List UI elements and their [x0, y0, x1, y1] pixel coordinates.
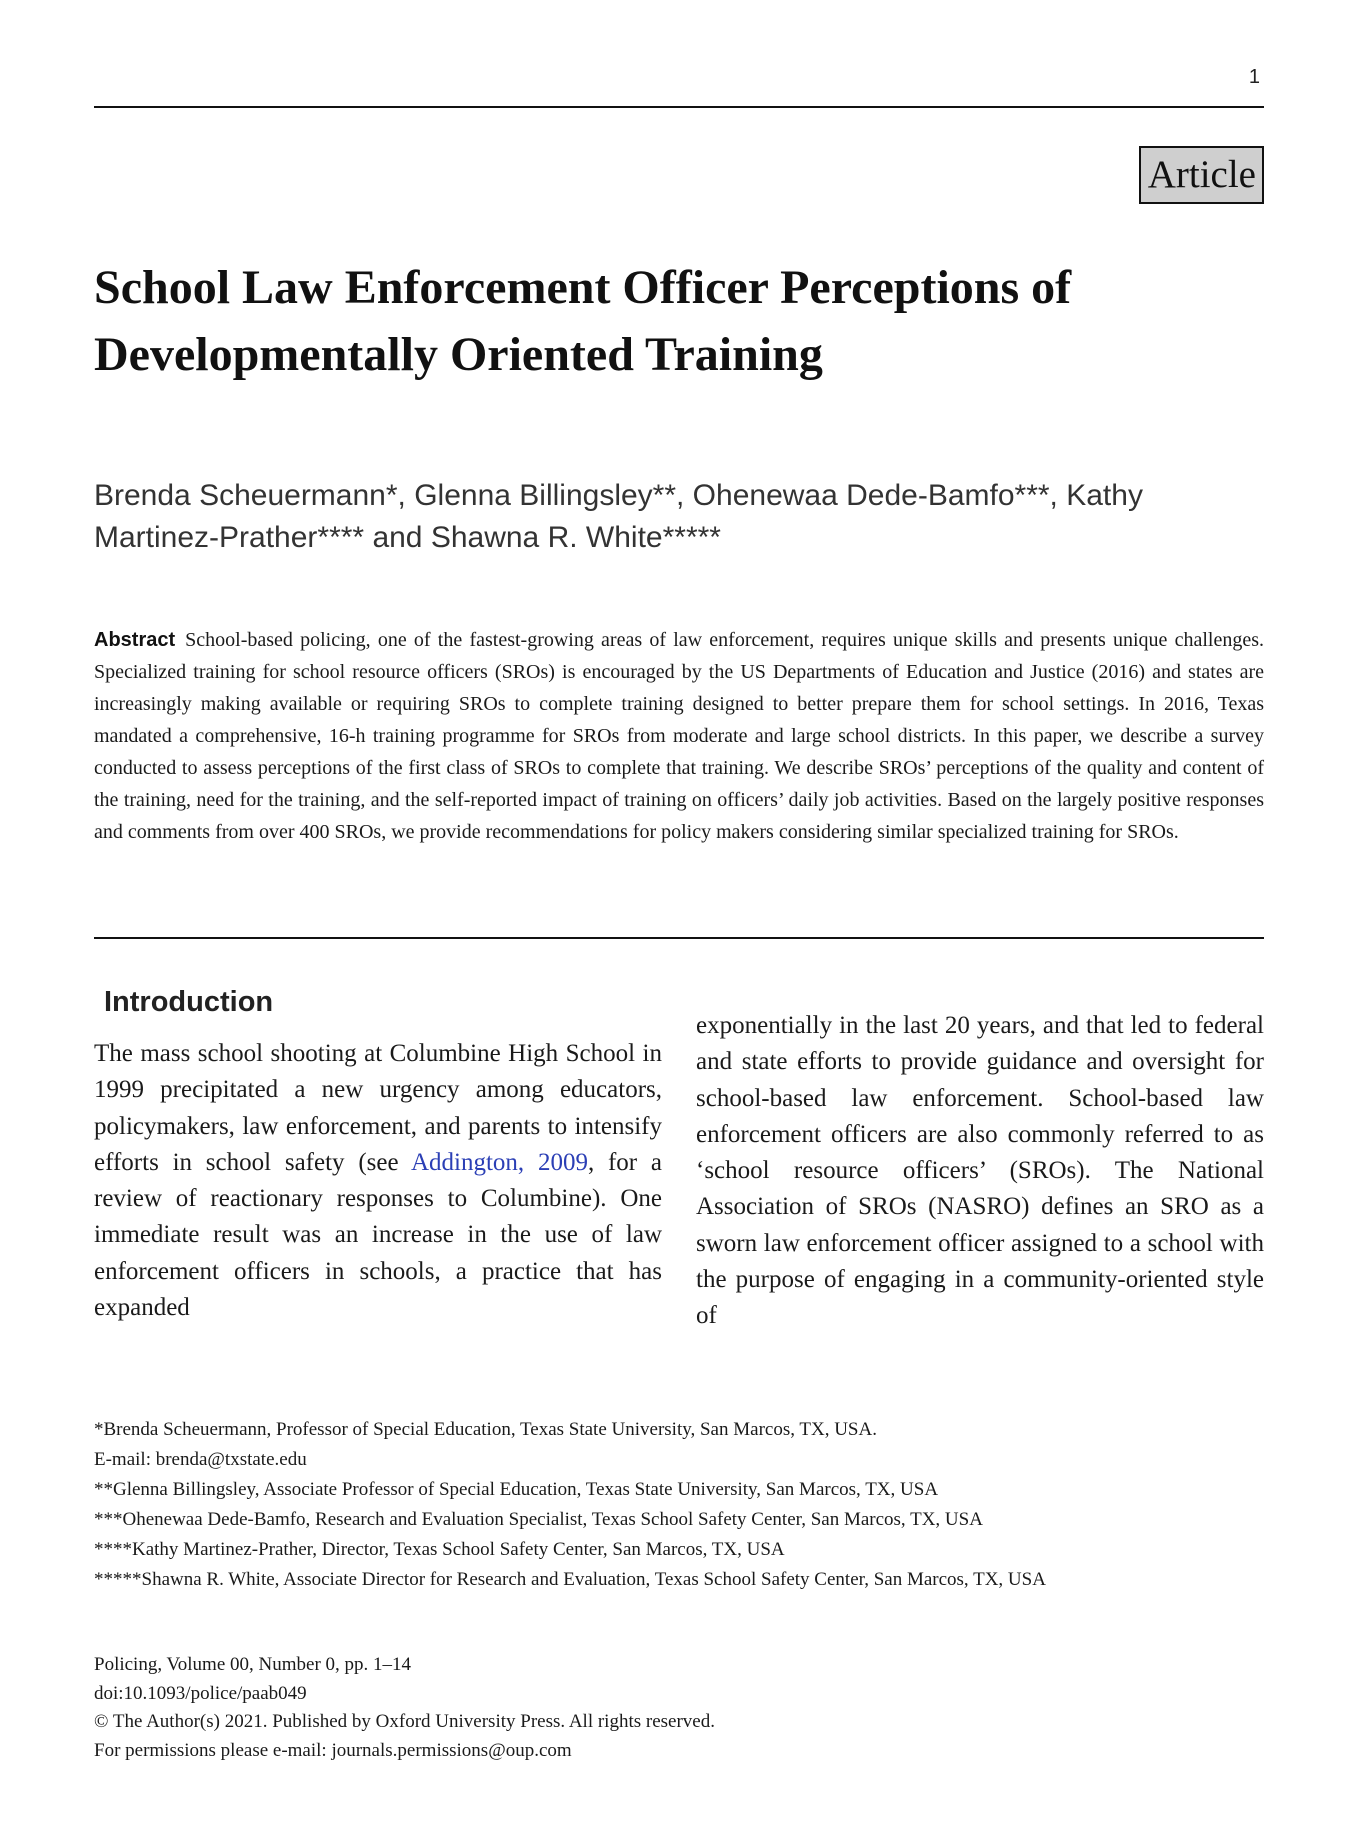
article-title: School Law Enforcement Officer Perceptions of Developmentally Oriented Training [94, 261, 1072, 381]
journal-citation: Policing, Volume 00, Number 0, pp. 1–14 [94, 1654, 412, 1675]
abstract [94, 624, 1264, 848]
citation-link-addington[interactable]: Addington, 2009 [410, 1148, 588, 1176]
intro-text-part-1: The mass school shooting at Columbine High School in 1999 precipitated a new urgency among educators, policymakers, law enforcement, and parents to intensify efforts in school safety (see [94, 1040, 662, 1176]
abstract-label: Abstract [94, 629, 176, 651]
doi: doi:10.1093/police/paab049 [94, 1682, 307, 1704]
introduction-right-column: exponentially in the last 20 years, and that led to federal and state efforts to provide guidance and oversight for school-based law enforcement. School-based law enforcement officers are also commonly referred to as ‘school resource officers’ (SROs). The National Association of SROs (NASRO) defines an SRO as a sworn law enforcement officer assigned to a school with the purpose of engaging in a community-oriented style of [696, 1012, 1264, 1330]
permissions-notice: For permissions please e-mail: journals.permissions@oup.com [94, 1739, 572, 1761]
author-list: Brenda Scheuermann*, Glenna Billingsley**, Ohenewaa Dede-Bamfo***, Kathy Martinez-Prather**** and Shawna R. White***** [94, 479, 1143, 554]
footnote: *Brenda Scheuermann, Professor of Special Education, Texas State University, San Marcos, TX, USA. [94, 1419, 877, 1440]
footnote-email: E-mail: brenda@txstate.edu [94, 1449, 307, 1470]
abstract-text: School-based policing, one of the fastest-growing areas of law enforcement, requires unique skills and presents unique challenges. Specialized training for school resource officers (SROs) is encouraged by the US Departments of Education and Justice (2016) and states are increasingly making available or requiring SROs to complete training designed to better prepare them for school settings. In 2016, Texas mandated a comprehensive, 16-h training programme for SROs from moderate and large school districts. In this paper, we describe a survey conducted to assess perceptions of the first class of SROs to complete that training. We describe SROs’ perceptions of the quality and content of the training, need for the training, and the self-reported impact of training on officers’ daily job activities. Based on the largely positive responses and comments from over 400 SROs, we provide recommendations for policy makers considering similar specialized training for SROs. [94, 629, 1264, 843]
author-footnotes [94, 1415, 1294, 1595]
abstract-divider [94, 937, 1264, 939]
intro-text-part-2: , for a review of reactionary responses to Columbine). One immediate result was an increase in the use of law enforcement officers in schools, a practice that has expanded [94, 1148, 663, 1322]
header-rule [94, 106, 1264, 108]
article-type-badge: Article [1139, 146, 1264, 204]
publication-info [94, 1651, 1094, 1765]
introduction-left-column [94, 1036, 662, 1326]
footnote: *****Shawna R. White, Associate Director for Research and Evaluation, Texas School Safety Center, San Marcos, TX, USA [94, 1569, 1046, 1590]
footnote: ****Kathy Martinez-Prather, Director, Texas School Safety Center, San Marcos, TX, USA [94, 1539, 785, 1560]
page-number: 1 [1248, 66, 1260, 88]
footnote: ***Ohenewaa Dede-Bamfo, Research and Evaluation Specialist, Texas School Safety Center, San Marcos, TX, USA [94, 1509, 983, 1530]
copyright-notice: © The Author(s) 2021. Published by Oxford University Press. All rights reserved. [94, 1711, 715, 1732]
footnote: **Glenna Billingsley, Associate Professor of Special Education, Texas State University, San Marcos, TX, USA [94, 1479, 939, 1500]
section-heading-introduction: Introduction [104, 986, 274, 1018]
